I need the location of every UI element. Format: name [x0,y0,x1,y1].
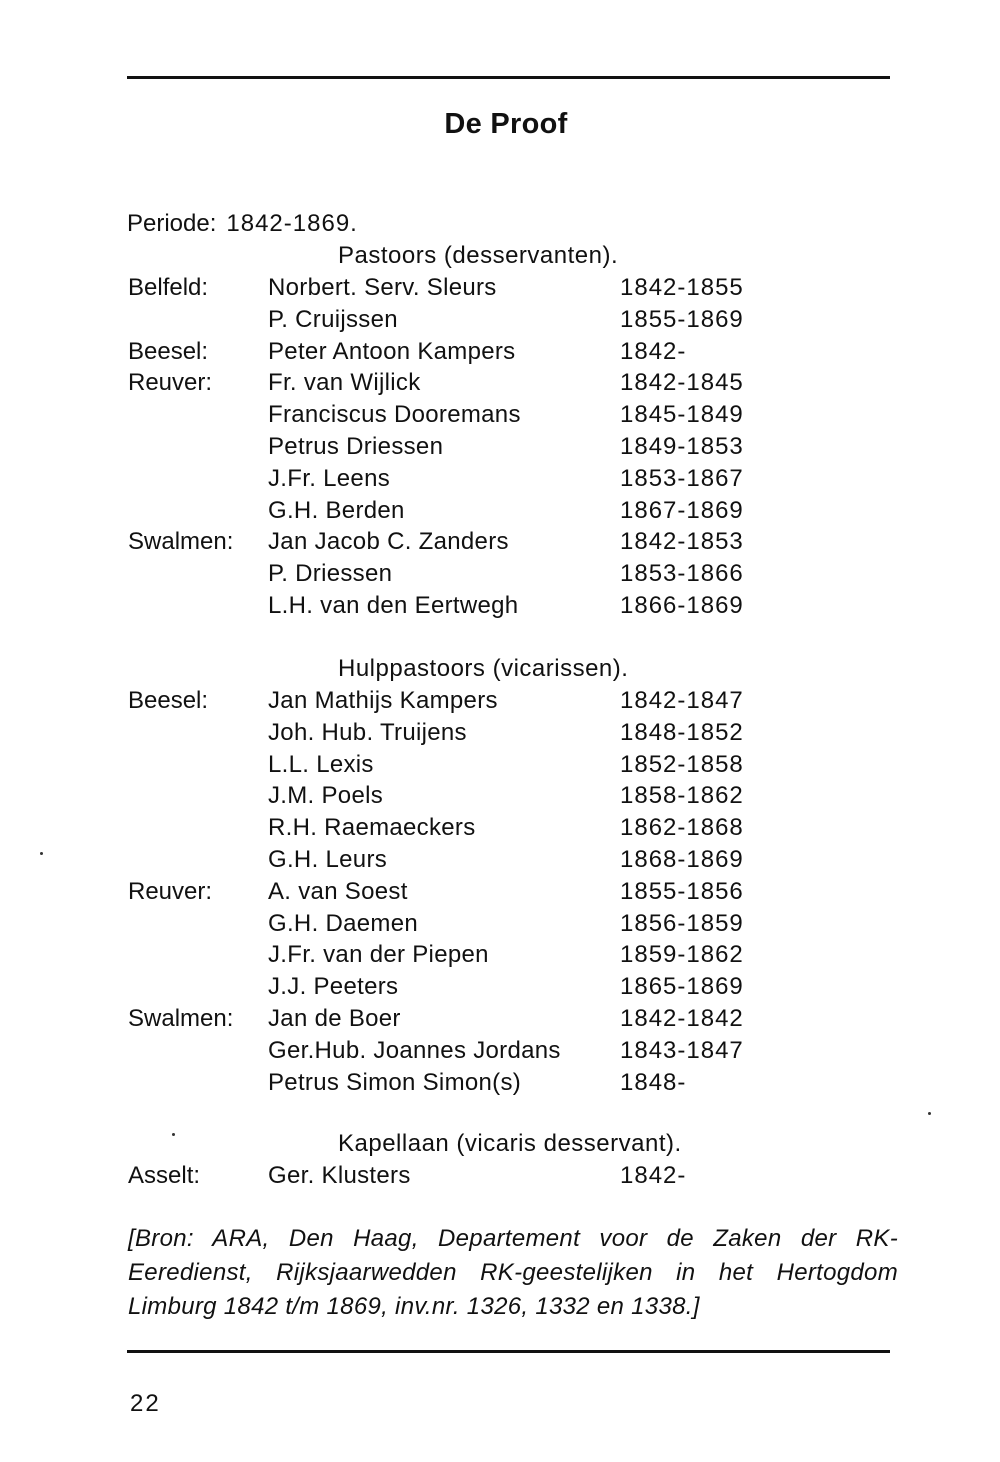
person-name: L.L. Lexis [268,750,374,778]
list-item [0,846,1000,878]
years-served: 1853-1867 [620,464,744,492]
list-item [0,369,1000,401]
years-served: 1866-1869 [620,592,744,619]
place-label: Asselt: [128,1162,201,1189]
person-name: Ger. Klusters [268,1162,411,1189]
list-item [0,941,1000,973]
person-name: G.H. Daemen [268,909,419,937]
list-item [0,1005,1000,1037]
top-rule [127,76,890,79]
years-served: 1842-1855 [620,274,744,301]
person-name: G.H. Leurs [268,846,388,873]
years-served: 1856-1859 [620,909,744,937]
years-served: 1845-1849 [620,401,744,429]
years-served: 1853-1866 [620,560,744,588]
person-name: Norbert. Serv. Sleurs [268,274,497,301]
years-served: 1849-1853 [620,433,744,460]
page-title: De Proof [444,108,568,140]
years-served: 1842- [620,1162,687,1189]
list-item [0,1069,1000,1101]
years-served: 1867-1869 [620,496,744,524]
list-item [0,401,1000,433]
person-name: Peter Antoon Kampers [268,337,516,365]
years-served: 1868-1869 [620,846,744,873]
years-served: 1842-1853 [620,528,744,556]
years-served: 1842-1845 [620,369,744,397]
person-name: P. Driessen [268,560,393,588]
years-served: 1865-1869 [620,973,744,1001]
place-label: Belfeld: [128,274,209,301]
years-served: 1859-1862 [620,941,744,969]
years-served: 1858-1862 [620,782,744,810]
list-item [0,719,1000,751]
scan-speck [928,1112,931,1115]
list-item [0,751,1000,783]
place-label: Reuver: [128,369,213,397]
list-item [0,973,1000,1005]
years-served: 1848- [620,1068,687,1096]
place-label: Beesel: [128,337,209,365]
person-name: Petrus Driessen [268,433,444,460]
person-name: Joh. Hub. Truijens [268,718,467,746]
page-number: 22 [130,1390,161,1417]
years-served: 1843-1847 [620,1036,744,1064]
section-heading-pastoors: Pastoors (desservanten). [338,242,619,269]
list-item [0,1162,1000,1194]
years-served: 1852-1858 [620,750,744,778]
person-name: Franciscus Dooremans [268,401,521,429]
list-item [0,592,1000,624]
place-label: Beesel: [128,687,209,714]
scan-speck [172,1133,175,1136]
place-label: Reuver: [128,877,213,905]
person-name: J.Fr. Leens [268,464,391,492]
section-heading-kapellaan: Kapellaan (vicaris desservant). [338,1130,682,1157]
list-item [0,465,1000,497]
years-served: 1842-1842 [620,1005,744,1032]
person-name: Jan Mathijs Kampers [268,687,498,714]
years-served: 1855-1869 [620,305,744,333]
list-item [0,433,1000,465]
person-name: J.M. Poels [268,782,384,810]
person-name: J.J. Peeters [268,973,399,1001]
person-name: Fr. van Wijlick [268,369,421,397]
list-item [0,878,1000,910]
list-item [0,1037,1000,1069]
person-name: Jan de Boer [268,1005,401,1032]
person-name: J.Fr. van der Piepen [268,941,489,969]
list-item [0,782,1000,814]
list-item [0,528,1000,560]
bottom-rule [127,1350,890,1353]
person-name: G.H. Berden [268,496,405,524]
years-served: 1848-1852 [620,718,744,746]
person-name: P. Cruijssen [268,305,398,333]
years-served: 1842- [620,337,687,365]
person-name: L.H. van den Eertwegh [268,592,519,619]
list-item [0,560,1000,592]
period-value: 1842-1869. [226,210,358,237]
period-label: Periode: [127,210,217,237]
years-served: 1862-1868 [620,814,744,842]
list-item [0,338,1000,370]
years-served: 1855-1856 [620,877,744,905]
place-label: Swalmen: [128,528,234,556]
scan-speck [40,852,43,855]
person-name: A. van Soest [268,877,408,905]
list-item [0,687,1000,719]
period-line [127,210,358,238]
list-item [0,306,1000,338]
list-item [0,814,1000,846]
section-heading-hulppastoors: Hulppastoors (vicarissen). [338,655,629,682]
list-item [0,910,1000,942]
list-item [0,497,1000,529]
years-served: 1842-1847 [620,687,744,714]
place-label: Swalmen: [128,1005,234,1032]
person-name: Ger.Hub. Joannes Jordans [268,1036,561,1064]
list-item [0,274,1000,306]
source-note: [Bron: ARA, Den Haag, Departement voor de Zaken der RK-Eeredienst, Rijksjaarwedden RK-geestelijken in het Hertogdom Limburg 1842 t/m 1869, inv.nr. 1326, 1332 en 1338.] [128,1225,898,1320]
person-name: R.H. Raemaeckers [268,814,476,842]
person-name: Jan Jacob C. Zanders [268,528,509,556]
person-name: Petrus Simon Simon(s) [268,1068,522,1096]
